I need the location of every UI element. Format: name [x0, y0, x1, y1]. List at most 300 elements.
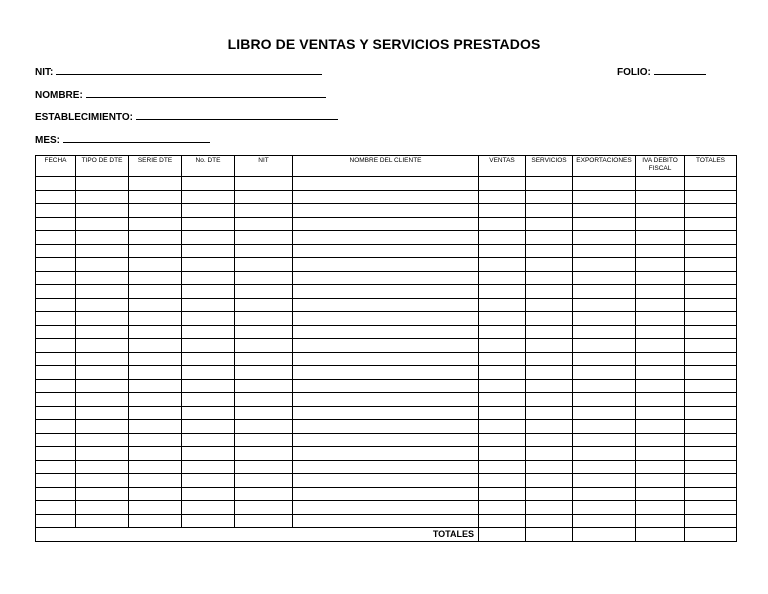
table-cell[interactable] [636, 217, 685, 231]
table-cell[interactable] [573, 406, 636, 420]
table-cell[interactable] [573, 298, 636, 312]
table-cell[interactable] [293, 447, 479, 461]
table-cell[interactable] [293, 474, 479, 488]
table-cell[interactable] [526, 231, 573, 245]
table-cell[interactable] [636, 406, 685, 420]
table-cell[interactable] [129, 190, 182, 204]
table-cell[interactable] [182, 433, 235, 447]
table-cell[interactable] [479, 487, 526, 501]
table-cell[interactable] [293, 366, 479, 380]
table-cell[interactable] [182, 460, 235, 474]
table-cell[interactable] [479, 460, 526, 474]
table-cell[interactable] [636, 258, 685, 272]
table-cell[interactable] [235, 204, 293, 218]
table-cell[interactable] [685, 433, 737, 447]
table-cell[interactable] [636, 177, 685, 191]
table-cell[interactable] [129, 406, 182, 420]
table-cell[interactable] [573, 366, 636, 380]
table-cell[interactable] [76, 298, 129, 312]
table-cell[interactable] [129, 474, 182, 488]
table-cell[interactable] [526, 271, 573, 285]
table-cell[interactable] [526, 379, 573, 393]
table-cell[interactable] [573, 514, 636, 528]
table-cell[interactable] [685, 393, 737, 407]
table-cell[interactable] [526, 285, 573, 299]
table-cell[interactable] [129, 217, 182, 231]
table-cell[interactable] [573, 271, 636, 285]
table-cell[interactable] [685, 460, 737, 474]
table-cell[interactable] [235, 406, 293, 420]
table-cell[interactable] [76, 217, 129, 231]
table-cell[interactable] [293, 406, 479, 420]
table-cell[interactable] [526, 447, 573, 461]
table-cell[interactable] [636, 366, 685, 380]
table-cell[interactable] [526, 487, 573, 501]
table-cell[interactable] [479, 352, 526, 366]
table-cell[interactable] [479, 190, 526, 204]
table-cell[interactable] [685, 325, 737, 339]
table-cell[interactable] [235, 420, 293, 434]
table-cell[interactable] [235, 271, 293, 285]
table-cell[interactable] [76, 339, 129, 353]
table-cell[interactable] [293, 217, 479, 231]
table-cell[interactable] [636, 298, 685, 312]
table-cell[interactable] [636, 190, 685, 204]
table-cell[interactable] [685, 379, 737, 393]
table-cell[interactable] [636, 285, 685, 299]
table-cell[interactable] [479, 298, 526, 312]
table-cell[interactable] [479, 339, 526, 353]
table-cell[interactable] [573, 177, 636, 191]
table-cell[interactable] [182, 244, 235, 258]
table-cell[interactable] [479, 379, 526, 393]
table-cell[interactable] [36, 285, 76, 299]
table-cell[interactable] [129, 177, 182, 191]
table-cell[interactable] [235, 352, 293, 366]
table-cell[interactable] [36, 312, 76, 326]
table-cell[interactable] [235, 298, 293, 312]
table-cell[interactable] [129, 352, 182, 366]
table-cell[interactable] [235, 433, 293, 447]
table-cell[interactable] [36, 406, 76, 420]
table-cell[interactable] [36, 204, 76, 218]
table-cell[interactable] [293, 285, 479, 299]
table-cell[interactable] [685, 366, 737, 380]
table-cell[interactable] [293, 393, 479, 407]
table-cell[interactable] [36, 298, 76, 312]
table-cell[interactable] [293, 487, 479, 501]
table-cell[interactable] [479, 447, 526, 461]
table-cell[interactable] [76, 312, 129, 326]
table-cell[interactable] [685, 420, 737, 434]
table-cell[interactable] [526, 217, 573, 231]
table-cell[interactable] [573, 258, 636, 272]
table-cell[interactable] [636, 393, 685, 407]
table-cell[interactable] [182, 285, 235, 299]
table-cell[interactable] [36, 231, 76, 245]
table-cell[interactable] [36, 501, 76, 515]
table-cell[interactable] [636, 352, 685, 366]
table-cell[interactable] [636, 339, 685, 353]
table-cell[interactable] [36, 352, 76, 366]
table-cell[interactable] [293, 433, 479, 447]
table-cell[interactable] [182, 339, 235, 353]
table-cell[interactable] [129, 460, 182, 474]
table-cell[interactable] [36, 379, 76, 393]
table-cell[interactable] [76, 487, 129, 501]
table-cell[interactable] [479, 433, 526, 447]
table-cell[interactable] [235, 460, 293, 474]
table-cell[interactable] [526, 244, 573, 258]
table-cell[interactable] [479, 406, 526, 420]
table-cell[interactable] [129, 501, 182, 515]
table-cell[interactable] [76, 325, 129, 339]
table-cell[interactable] [479, 501, 526, 515]
table-cell[interactable] [235, 487, 293, 501]
total-exportaciones-cell[interactable] [573, 528, 636, 542]
table-cell[interactable] [36, 487, 76, 501]
table-cell[interactable] [685, 312, 737, 326]
table-cell[interactable] [235, 177, 293, 191]
table-cell[interactable] [479, 204, 526, 218]
table-cell[interactable] [479, 244, 526, 258]
table-cell[interactable] [573, 312, 636, 326]
table-cell[interactable] [685, 352, 737, 366]
table-cell[interactable] [573, 487, 636, 501]
table-cell[interactable] [479, 366, 526, 380]
table-cell[interactable] [573, 325, 636, 339]
table-cell[interactable] [76, 190, 129, 204]
table-cell[interactable] [76, 271, 129, 285]
table-cell[interactable] [235, 393, 293, 407]
table-cell[interactable] [235, 285, 293, 299]
table-cell[interactable] [293, 514, 479, 528]
table-cell[interactable] [76, 244, 129, 258]
table-cell[interactable] [573, 204, 636, 218]
table-cell[interactable] [36, 258, 76, 272]
table-cell[interactable] [479, 285, 526, 299]
table-cell[interactable] [636, 447, 685, 461]
table-cell[interactable] [573, 352, 636, 366]
table-cell[interactable] [479, 258, 526, 272]
table-cell[interactable] [573, 460, 636, 474]
table-cell[interactable] [526, 406, 573, 420]
table-cell[interactable] [526, 190, 573, 204]
table-cell[interactable] [235, 312, 293, 326]
establecimiento-blank-line[interactable] [136, 110, 338, 120]
table-cell[interactable] [293, 258, 479, 272]
header-fecha: FECHA [36, 156, 76, 177]
table-cell[interactable] [293, 244, 479, 258]
table-cell[interactable] [235, 514, 293, 528]
table-cell[interactable] [293, 352, 479, 366]
table-cell[interactable] [685, 190, 737, 204]
table-cell[interactable] [182, 352, 235, 366]
table-cell[interactable] [526, 501, 573, 515]
table-cell[interactable] [76, 474, 129, 488]
table-cell[interactable] [235, 339, 293, 353]
table-cell[interactable] [636, 514, 685, 528]
table-cell[interactable] [129, 366, 182, 380]
table-cell[interactable] [479, 325, 526, 339]
table-cell[interactable] [129, 339, 182, 353]
table-cell[interactable] [479, 177, 526, 191]
table-cell[interactable] [76, 501, 129, 515]
table-cell[interactable] [573, 501, 636, 515]
table-cell[interactable] [479, 231, 526, 245]
table-cell[interactable] [129, 447, 182, 461]
table-cell[interactable] [526, 204, 573, 218]
table-cell[interactable] [526, 312, 573, 326]
table-cell[interactable] [573, 474, 636, 488]
table-cell[interactable] [636, 379, 685, 393]
table-cell[interactable] [526, 514, 573, 528]
table-cell[interactable] [573, 190, 636, 204]
table-cell[interactable] [235, 244, 293, 258]
table-cell[interactable] [526, 339, 573, 353]
table-cell[interactable] [573, 433, 636, 447]
table-cell[interactable] [685, 298, 737, 312]
table-cell[interactable] [182, 501, 235, 515]
table-cell[interactable] [636, 325, 685, 339]
table-cell[interactable] [36, 433, 76, 447]
table-cell[interactable] [36, 244, 76, 258]
table-cell[interactable] [76, 258, 129, 272]
table-cell[interactable] [36, 393, 76, 407]
mes-blank-line[interactable] [63, 133, 210, 143]
table-cell[interactable] [235, 217, 293, 231]
table-cell[interactable] [293, 339, 479, 353]
table-cell[interactable] [235, 325, 293, 339]
total-totales-cell[interactable] [685, 528, 737, 542]
table-cell[interactable] [573, 420, 636, 434]
table-cell[interactable] [685, 271, 737, 285]
table-cell[interactable] [293, 420, 479, 434]
table-cell[interactable] [76, 447, 129, 461]
table-cell[interactable] [685, 474, 737, 488]
table-cell[interactable] [573, 393, 636, 407]
table-cell[interactable] [129, 379, 182, 393]
table-cell[interactable] [36, 325, 76, 339]
table-cell[interactable] [479, 514, 526, 528]
table-cell[interactable] [479, 217, 526, 231]
table-cell[interactable] [685, 177, 737, 191]
table-cell[interactable] [76, 285, 129, 299]
table-cell[interactable] [235, 190, 293, 204]
table-cell[interactable] [685, 447, 737, 461]
table-cell[interactable] [685, 244, 737, 258]
total-ventas-cell[interactable] [479, 528, 526, 542]
nombre-blank-line[interactable] [86, 88, 326, 98]
table-cell[interactable] [685, 204, 737, 218]
table-cell[interactable] [685, 406, 737, 420]
header-nit: NIT [235, 156, 293, 177]
table-cell[interactable] [293, 379, 479, 393]
table-cell[interactable] [36, 366, 76, 380]
table-cell[interactable] [182, 271, 235, 285]
table-cell[interactable] [293, 231, 479, 245]
table-cell[interactable] [76, 231, 129, 245]
document-title: LIBRO DE VENTAS Y SERVICIOS PRESTADOS [227, 36, 541, 52]
table-cell[interactable] [479, 420, 526, 434]
table-cell[interactable] [36, 271, 76, 285]
table-cell[interactable] [182, 474, 235, 488]
table-cell[interactable] [479, 393, 526, 407]
table-cell[interactable] [129, 325, 182, 339]
table-cell[interactable] [182, 393, 235, 407]
table-cell[interactable] [636, 271, 685, 285]
table-cell[interactable] [36, 460, 76, 474]
table-cell[interactable] [36, 514, 76, 528]
table-cell[interactable] [36, 177, 76, 191]
table-cell[interactable] [573, 285, 636, 299]
table-cell[interactable] [76, 433, 129, 447]
table-cell[interactable] [182, 204, 235, 218]
table-cell[interactable] [129, 514, 182, 528]
table-cell[interactable] [526, 474, 573, 488]
table-cell[interactable] [636, 244, 685, 258]
table-cell[interactable] [573, 379, 636, 393]
table-cell[interactable] [636, 433, 685, 447]
table-cell[interactable] [573, 447, 636, 461]
table-cell[interactable] [129, 298, 182, 312]
table-cell[interactable] [182, 190, 235, 204]
table-cell[interactable] [129, 231, 182, 245]
table-cell[interactable] [235, 379, 293, 393]
table-cell[interactable] [76, 393, 129, 407]
table-cell[interactable] [293, 298, 479, 312]
table-cell[interactable] [573, 231, 636, 245]
table-cell[interactable] [636, 501, 685, 515]
table-cell[interactable] [479, 474, 526, 488]
table-cell[interactable] [76, 379, 129, 393]
table-cell[interactable] [685, 501, 737, 515]
nit-blank-line[interactable] [56, 65, 322, 75]
table-cell[interactable] [182, 312, 235, 326]
totals-row [36, 528, 737, 542]
table-cell[interactable] [235, 366, 293, 380]
table-cell[interactable] [685, 514, 737, 528]
table-cell[interactable] [293, 190, 479, 204]
table-cell[interactable] [182, 379, 235, 393]
table-cell[interactable] [685, 217, 737, 231]
table-cell[interactable] [636, 487, 685, 501]
table-cell[interactable] [636, 420, 685, 434]
table-cell[interactable] [129, 258, 182, 272]
table-cell[interactable] [293, 460, 479, 474]
table-cell[interactable] [182, 231, 235, 245]
table-cell[interactable] [182, 258, 235, 272]
table-cell[interactable] [526, 393, 573, 407]
table-cell[interactable] [636, 231, 685, 245]
table-cell[interactable] [293, 325, 479, 339]
table-cell[interactable] [685, 285, 737, 299]
table-cell[interactable] [293, 177, 479, 191]
table-cell[interactable] [573, 339, 636, 353]
table-cell[interactable] [182, 177, 235, 191]
table-cell[interactable] [526, 352, 573, 366]
table-cell[interactable] [129, 433, 182, 447]
table-cell[interactable] [636, 204, 685, 218]
table-cell[interactable] [526, 298, 573, 312]
table-cell[interactable] [36, 420, 76, 434]
table-cell[interactable] [76, 420, 129, 434]
table-cell[interactable] [76, 204, 129, 218]
table-cell[interactable] [129, 420, 182, 434]
table-cell[interactable] [129, 393, 182, 407]
table-cell[interactable] [76, 460, 129, 474]
table-cell[interactable] [479, 271, 526, 285]
table-cell[interactable] [129, 204, 182, 218]
table-cell[interactable] [235, 474, 293, 488]
table-cell[interactable] [526, 177, 573, 191]
table-cell[interactable] [76, 406, 129, 420]
table-cell[interactable] [293, 271, 479, 285]
table-cell[interactable] [36, 474, 76, 488]
table-cell[interactable] [235, 501, 293, 515]
table-cell[interactable] [76, 177, 129, 191]
table-cell[interactable] [293, 501, 479, 515]
table-cell[interactable] [129, 487, 182, 501]
table-cell[interactable] [129, 244, 182, 258]
table-cell[interactable] [182, 514, 235, 528]
table-cell[interactable] [36, 339, 76, 353]
table-cell[interactable] [76, 514, 129, 528]
table-cell[interactable] [573, 244, 636, 258]
table-cell[interactable] [526, 366, 573, 380]
table-cell[interactable] [182, 420, 235, 434]
table-cell[interactable] [235, 231, 293, 245]
table-cell[interactable] [526, 258, 573, 272]
table-cell[interactable] [235, 258, 293, 272]
table-cell[interactable] [573, 217, 636, 231]
table-cell[interactable] [36, 217, 76, 231]
table-cell[interactable] [76, 352, 129, 366]
table-cell[interactable] [129, 271, 182, 285]
table-cell[interactable] [293, 204, 479, 218]
table-cell[interactable] [685, 258, 737, 272]
table-cell[interactable] [36, 190, 76, 204]
total-servicios-cell[interactable] [526, 528, 573, 542]
table-cell[interactable] [526, 433, 573, 447]
table-cell[interactable] [293, 312, 479, 326]
table-cell[interactable] [182, 298, 235, 312]
table-cell[interactable] [182, 487, 235, 501]
table-cell[interactable] [526, 325, 573, 339]
table-cell[interactable] [129, 285, 182, 299]
table-cell[interactable] [685, 339, 737, 353]
table-cell[interactable] [526, 420, 573, 434]
table-cell[interactable] [76, 366, 129, 380]
table-cell[interactable] [182, 325, 235, 339]
table-cell[interactable] [636, 474, 685, 488]
folio-blank-line[interactable] [654, 65, 706, 75]
table-cell[interactable] [636, 312, 685, 326]
table-cell[interactable] [182, 406, 235, 420]
table-cell[interactable] [685, 231, 737, 245]
total-iva-cell[interactable] [636, 528, 685, 542]
table-cell[interactable] [36, 447, 76, 461]
table-cell[interactable] [182, 217, 235, 231]
table-cell[interactable] [526, 460, 573, 474]
table-cell[interactable] [182, 366, 235, 380]
table-cell[interactable] [182, 447, 235, 461]
table-cell[interactable] [636, 460, 685, 474]
table-cell[interactable] [235, 447, 293, 461]
table-cell[interactable] [479, 312, 526, 326]
table-cell[interactable] [129, 312, 182, 326]
table-cell[interactable] [685, 487, 737, 501]
